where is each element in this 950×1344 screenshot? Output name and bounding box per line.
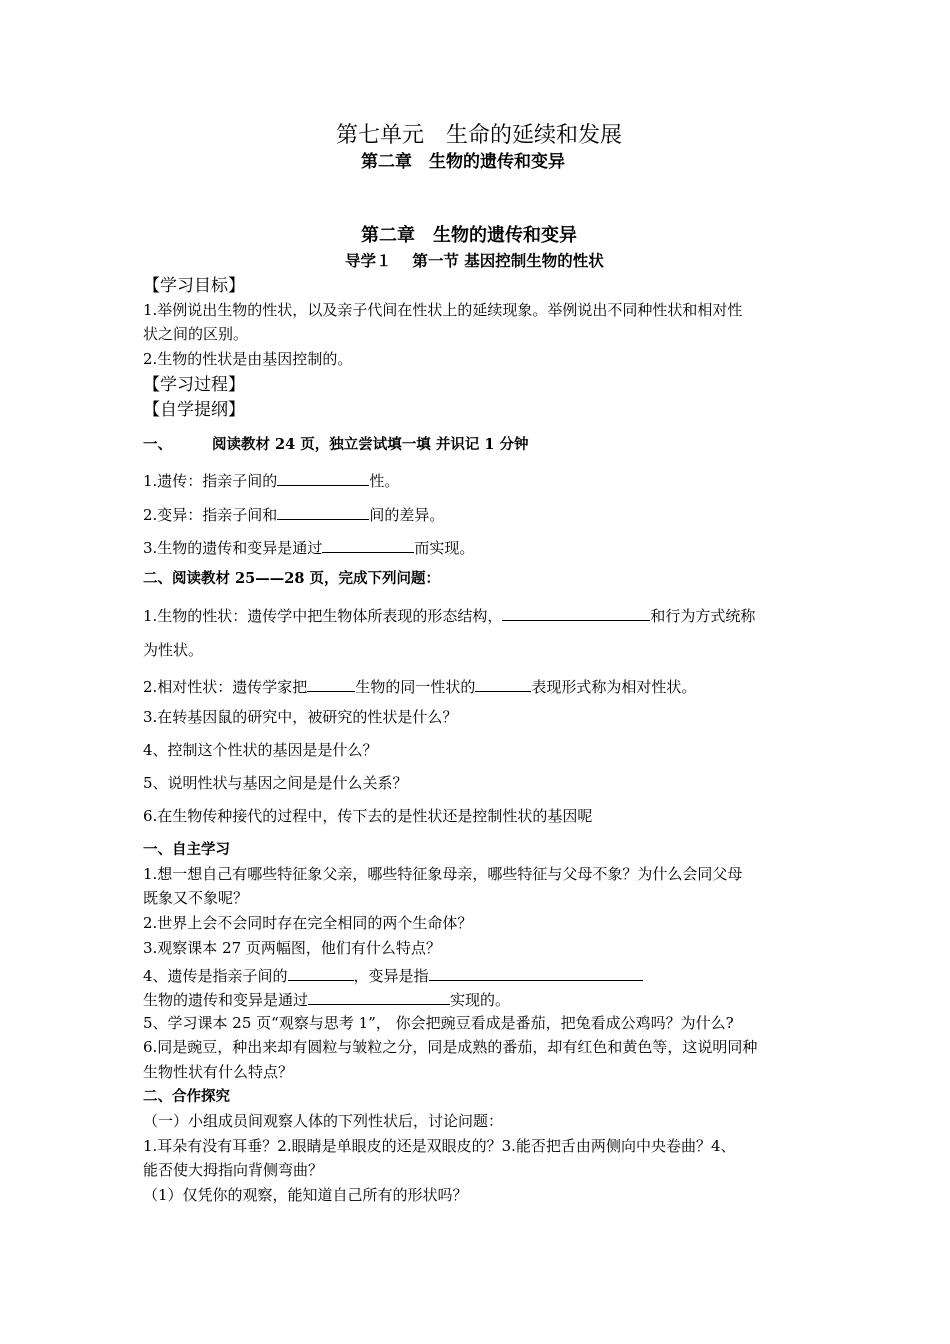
answer-blank[interactable] — [475, 677, 531, 692]
self-study-q6-line-1: 6.同是豌豆，种出来却有圆粒与皱粒之分，同是成熟的番茄，却有红色和黄色等，这说明同种 — [143, 1038, 758, 1056]
question-text: 而实现。 — [414, 539, 475, 557]
question-text: ，变异是指 — [353, 967, 429, 985]
self-study-heading: 一、自主学习 — [143, 841, 230, 858]
answer-blank[interactable] — [429, 966, 643, 981]
answer-blank[interactable] — [277, 471, 369, 486]
coop-subheading: （一）小组成员间观察人体的下列性状后，讨论问题： — [143, 1112, 504, 1130]
self-study-q6-line-2: 生物性状有什么特点？ — [143, 1063, 294, 1081]
question-text: 2.变异：指亲子间和 — [143, 506, 278, 524]
part2-question-6: 6.在生物传种接代的过程中，传下去的是性状还是控制性状的基因呢 — [143, 807, 593, 825]
question-text: 性。 — [369, 472, 400, 490]
goal-2: 2.生物的性状是由基因控制的。 — [143, 350, 353, 368]
coop-heading: 二、合作探究 — [143, 1088, 230, 1105]
goal-1-line-2: 状之间的区别。 — [143, 325, 249, 343]
chapter-title: 第二章 生物的遗传和变异 — [361, 152, 565, 172]
part1-question-3 — [143, 538, 474, 556]
question-text: 1.遗传：指亲子间的 — [143, 472, 278, 490]
coop-questions-line-2: 能否使大拇指向背侧弯曲？ — [143, 1161, 324, 1179]
part1-number: 一、 — [143, 436, 172, 453]
process-heading: 【学习过程】 — [143, 375, 245, 395]
answer-blank[interactable] — [502, 606, 650, 621]
question-text: 2.相对性状：遗传学家把 — [143, 678, 308, 696]
part2-question-4: 4、控制这个性状的基因是是什么？ — [143, 741, 378, 759]
goals-heading: 【学习目标】 — [143, 276, 245, 296]
question-text: 3.生物的遗传和变异是通过 — [143, 539, 323, 557]
question-text: 间的差异。 — [369, 506, 445, 524]
part2-question-3: 3.在转基因鼠的研究中，被研究的性状是什么？ — [143, 708, 458, 726]
question-text: 生物的遗传和变异是通过 — [143, 991, 309, 1009]
self-study-q5: 5、学习课本 25 页“观察与思考 1”， 你会把豌豆看成是番茄，把兔看成公鸡吗？为什么? — [143, 1014, 734, 1032]
self-study-q4-cont — [143, 990, 510, 1008]
part2-question-1 — [143, 606, 755, 624]
self-study-q1-line-1: 1.想一想自己有哪些特征象父亲，哪些特征象母亲，哪些特征与父母不象？为什么会同父母 — [143, 865, 743, 883]
self-study-q2: 2.世界上会不会同时存在完全相同的两个生命体？ — [143, 914, 473, 932]
self-study-q3: 3.观察课本 27 页两幅图，他们有什么特点？ — [143, 939, 441, 957]
answer-blank[interactable] — [288, 966, 354, 981]
part1-question-1 — [143, 471, 399, 489]
part2-question-5: 5、说明性状与基因之间是是什么关系？ — [143, 774, 408, 792]
coop-question-last: （1）仅凭你的观察，能知道自己所有的形状吗？ — [143, 1186, 468, 1204]
unit-title: 第七单元 生命的延续和发展 — [336, 123, 623, 148]
question-text: 4、遗传是指亲子间的 — [143, 967, 288, 985]
question-text: 生物的同一性状的 — [355, 678, 476, 696]
outline-heading: 【自学提纲】 — [143, 400, 245, 420]
self-study-q4 — [143, 966, 643, 984]
question-text: 1.生物的性状：遗传学中把生物体所表现的形态结构， — [143, 607, 503, 625]
question-text: 实现的。 — [450, 991, 511, 1009]
coop-questions-line-1: 1.耳朵有没有耳垂？2.眼睛是单眼皮的还是双眼皮的？3.能否把舌由两侧向中央卷曲？4、 — [143, 1137, 736, 1155]
part2-question-2 — [143, 677, 696, 695]
answer-blank[interactable] — [277, 505, 369, 520]
part2-heading: 二、阅读教材 25——28 页，完成下列问题： — [143, 570, 440, 587]
self-study-q1-line-2: 既象又不象呢？ — [143, 889, 249, 907]
part1-question-2 — [143, 505, 444, 523]
goal-1-line-1: 1.举例说出生物的性状，以及亲子代间在性状上的延续现象。举例说出不同种性状和相对性 — [143, 301, 743, 319]
answer-blank[interactable] — [307, 677, 355, 692]
part2-question-1-cont: 为性状。 — [143, 641, 204, 659]
answer-blank[interactable] — [308, 990, 450, 1005]
part1-heading: 阅读教材 24 页，独立尝试填一填 并识记 1 分钟 — [212, 436, 529, 453]
answer-blank[interactable] — [322, 538, 414, 553]
lesson-title: 导学１ 第一节 基因控制生物的性状 — [345, 252, 604, 270]
question-text: 和行为方式统称 — [650, 607, 756, 625]
section-chapter-title: 第二章 生物的遗传和变异 — [361, 225, 577, 246]
question-text: 表现形式称为相对性状。 — [531, 678, 697, 696]
